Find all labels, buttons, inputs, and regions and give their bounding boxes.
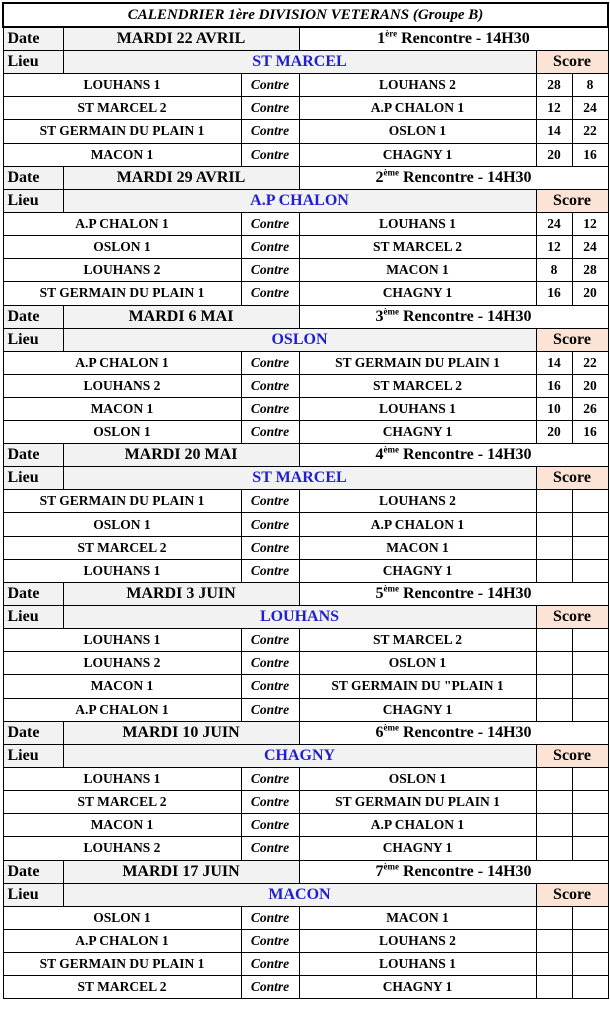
contre-label: Contre xyxy=(241,282,299,305)
home-score xyxy=(536,513,572,536)
match-row xyxy=(3,952,608,975)
contre-label: Contre xyxy=(241,397,299,420)
title-row xyxy=(3,3,608,27)
away-team: A.P CHALON 1 xyxy=(299,513,536,536)
rencontre-ordinal: ème xyxy=(383,444,399,455)
home-score: 12 xyxy=(536,97,572,120)
contre-label: Contre xyxy=(241,143,299,166)
contre-label: Contre xyxy=(241,837,299,860)
rencontre-number: 2 xyxy=(375,168,384,186)
home-score xyxy=(536,767,572,790)
away-team: CHAGNY 1 xyxy=(299,282,536,305)
round-date: MARDI 6 MAI xyxy=(63,305,299,328)
away-team: OSLON 1 xyxy=(299,652,536,675)
home-team: ST GERMAIN DU PLAIN 1 xyxy=(3,282,241,305)
lieu-row xyxy=(3,189,608,212)
contre-label: Contre xyxy=(241,97,299,120)
lieu-row xyxy=(3,328,608,351)
home-team: MACON 1 xyxy=(3,397,241,420)
lieu-row xyxy=(3,883,608,906)
home-team: LOUHANS 2 xyxy=(3,837,241,860)
home-score xyxy=(536,790,572,813)
home-team: LOUHANS 1 xyxy=(3,74,241,97)
away-score xyxy=(572,976,608,999)
match-row xyxy=(3,259,608,282)
score-header: Score xyxy=(536,189,608,212)
rencontre-number: 4 xyxy=(375,446,384,464)
match-row xyxy=(3,212,608,235)
away-team: LOUHANS 1 xyxy=(299,397,536,420)
rencontre-ordinal: ème xyxy=(383,861,399,872)
contre-label: Contre xyxy=(241,814,299,837)
rencontre-text: Rencontre - 14H30 xyxy=(398,723,532,741)
lieu-label: Lieu xyxy=(3,467,63,490)
home-score xyxy=(536,837,572,860)
away-score xyxy=(572,767,608,790)
home-score: 20 xyxy=(536,143,572,166)
home-team: OSLON 1 xyxy=(3,421,241,444)
home-score: 12 xyxy=(536,235,572,258)
away-team: ST MARCEL 2 xyxy=(299,629,536,652)
date-label: Date xyxy=(3,721,63,744)
home-score: 8 xyxy=(536,259,572,282)
contre-label: Contre xyxy=(241,767,299,790)
home-team: ST MARCEL 2 xyxy=(3,97,241,120)
round-venue: A.P CHALON xyxy=(63,189,536,212)
match-row xyxy=(3,490,608,513)
match-row xyxy=(3,906,608,929)
away-team: CHAGNY 1 xyxy=(299,421,536,444)
contre-label: Contre xyxy=(241,929,299,952)
date-label: Date xyxy=(3,305,63,328)
away-score xyxy=(572,952,608,975)
lieu-label: Lieu xyxy=(3,883,63,906)
page-title: CALENDRIER 1ère DIVISION VETERANS (Groupe B) xyxy=(3,3,608,27)
round-rencontre xyxy=(299,444,608,467)
away-score: 12 xyxy=(572,212,608,235)
date-label: Date xyxy=(3,444,63,467)
match-row xyxy=(3,513,608,536)
round-date: MARDI 17 JUIN xyxy=(63,860,299,883)
away-team: ST GERMAIN DU PLAIN 1 xyxy=(299,351,536,374)
away-team: LOUHANS 1 xyxy=(299,212,536,235)
away-score: 22 xyxy=(572,120,608,143)
lieu-row xyxy=(3,467,608,490)
away-score xyxy=(572,675,608,698)
away-team: MACON 1 xyxy=(299,536,536,559)
round-date: MARDI 3 JUIN xyxy=(63,583,299,606)
contre-label: Contre xyxy=(241,259,299,282)
home-team: A.P CHALON 1 xyxy=(3,929,241,952)
contre-label: Contre xyxy=(241,698,299,721)
away-score xyxy=(572,837,608,860)
home-team: MACON 1 xyxy=(3,143,241,166)
match-row xyxy=(3,814,608,837)
date-row xyxy=(3,27,608,51)
contre-label: Contre xyxy=(241,120,299,143)
match-row xyxy=(3,282,608,305)
date-label: Date xyxy=(3,166,63,189)
home-score xyxy=(536,929,572,952)
round-date: MARDI 29 AVRIL xyxy=(63,166,299,189)
rencontre-text: Rencontre - 14H30 xyxy=(397,30,530,47)
date-label: Date xyxy=(3,860,63,883)
away-score xyxy=(572,513,608,536)
away-score: 28 xyxy=(572,259,608,282)
away-team: ST GERMAIN DU "PLAIN 1 xyxy=(299,675,536,698)
round-rencontre xyxy=(299,583,608,606)
away-team: ST MARCEL 2 xyxy=(299,235,536,258)
away-team: MACON 1 xyxy=(299,906,536,929)
home-team: LOUHANS 2 xyxy=(3,652,241,675)
lieu-label: Lieu xyxy=(3,328,63,351)
round-venue: LOUHANS xyxy=(63,606,536,629)
lieu-label: Lieu xyxy=(3,606,63,629)
home-score: 14 xyxy=(536,351,572,374)
away-team: ST GERMAIN DU PLAIN 1 xyxy=(299,790,536,813)
away-score: 20 xyxy=(572,282,608,305)
home-team: MACON 1 xyxy=(3,675,241,698)
away-score xyxy=(572,629,608,652)
score-header: Score xyxy=(536,883,608,906)
contre-label: Contre xyxy=(241,490,299,513)
away-score: 20 xyxy=(572,374,608,397)
round-venue: ST MARCEL xyxy=(63,467,536,490)
away-team: LOUHANS 1 xyxy=(299,952,536,975)
date-row xyxy=(3,721,608,744)
home-team: OSLON 1 xyxy=(3,906,241,929)
match-row xyxy=(3,235,608,258)
contre-label: Contre xyxy=(241,351,299,374)
match-row xyxy=(3,536,608,559)
away-score: 22 xyxy=(572,351,608,374)
away-score: 24 xyxy=(572,235,608,258)
contre-label: Contre xyxy=(241,906,299,929)
match-row xyxy=(3,351,608,374)
away-score xyxy=(572,929,608,952)
calendar-table xyxy=(2,2,609,999)
rencontre-ordinal: ème xyxy=(383,722,399,733)
round-venue: OSLON xyxy=(63,328,536,351)
lieu-label: Lieu xyxy=(3,51,63,74)
away-score xyxy=(572,490,608,513)
rencontre-ordinal: ème xyxy=(383,167,399,178)
home-score: 14 xyxy=(536,120,572,143)
lieu-row xyxy=(3,51,608,74)
contre-label: Contre xyxy=(241,790,299,813)
away-score xyxy=(572,906,608,929)
rencontre-text: Rencontre - 14H30 xyxy=(398,862,532,880)
date-row xyxy=(3,583,608,606)
contre-label: Contre xyxy=(241,629,299,652)
home-score xyxy=(536,698,572,721)
away-team: LOUHANS 2 xyxy=(299,74,536,97)
round-date: MARDI 22 AVRIL xyxy=(63,27,299,51)
home-team: ST MARCEL 2 xyxy=(3,536,241,559)
away-score: 26 xyxy=(572,397,608,420)
lieu-label: Lieu xyxy=(3,744,63,767)
rencontre-text: Rencontre - 14H30 xyxy=(398,168,532,186)
date-row xyxy=(3,166,608,189)
match-row xyxy=(3,143,608,166)
home-score xyxy=(536,629,572,652)
home-team: ST MARCEL 2 xyxy=(3,976,241,999)
match-row xyxy=(3,698,608,721)
away-score xyxy=(572,536,608,559)
contre-label: Contre xyxy=(241,374,299,397)
home-team: A.P CHALON 1 xyxy=(3,698,241,721)
away-team: LOUHANS 2 xyxy=(299,490,536,513)
calendar-document xyxy=(2,2,607,999)
home-score: 16 xyxy=(536,374,572,397)
contre-label: Contre xyxy=(241,559,299,582)
home-score xyxy=(536,536,572,559)
rencontre-number: 1 xyxy=(377,30,386,47)
match-row xyxy=(3,675,608,698)
home-score: 28 xyxy=(536,74,572,97)
home-score xyxy=(536,490,572,513)
round-rencontre xyxy=(299,721,608,744)
away-score xyxy=(572,814,608,837)
match-row xyxy=(3,767,608,790)
match-row xyxy=(3,652,608,675)
match-row xyxy=(3,374,608,397)
rencontre-ordinal: ère xyxy=(385,28,398,39)
home-team: OSLON 1 xyxy=(3,235,241,258)
score-header: Score xyxy=(536,606,608,629)
away-team: CHAGNY 1 xyxy=(299,976,536,999)
home-team: MACON 1 xyxy=(3,814,241,837)
home-team: ST MARCEL 2 xyxy=(3,790,241,813)
home-team: LOUHANS 1 xyxy=(3,629,241,652)
lieu-row xyxy=(3,744,608,767)
date-label: Date xyxy=(3,27,63,51)
match-row xyxy=(3,790,608,813)
contre-label: Contre xyxy=(241,212,299,235)
away-team: A.P CHALON 1 xyxy=(299,97,536,120)
away-score: 16 xyxy=(572,143,608,166)
away-team: OSLON 1 xyxy=(299,120,536,143)
home-score: 24 xyxy=(536,212,572,235)
away-score xyxy=(572,652,608,675)
lieu-row xyxy=(3,606,608,629)
home-team: A.P CHALON 1 xyxy=(3,351,241,374)
round-venue: MACON xyxy=(63,883,536,906)
round-rencontre xyxy=(299,305,608,328)
date-label: Date xyxy=(3,583,63,606)
contre-label: Contre xyxy=(241,652,299,675)
away-score: 8 xyxy=(572,74,608,97)
round-venue: CHAGNY xyxy=(63,744,536,767)
date-row xyxy=(3,860,608,883)
score-header: Score xyxy=(536,51,608,74)
score-header: Score xyxy=(536,744,608,767)
home-score xyxy=(536,675,572,698)
home-score xyxy=(536,906,572,929)
home-team: A.P CHALON 1 xyxy=(3,212,241,235)
match-row xyxy=(3,421,608,444)
away-team: CHAGNY 1 xyxy=(299,559,536,582)
away-team: ST MARCEL 2 xyxy=(299,374,536,397)
away-team: MACON 1 xyxy=(299,259,536,282)
rencontre-text: Rencontre - 14H30 xyxy=(398,446,532,464)
rencontre-text: Rencontre - 14H30 xyxy=(398,307,532,325)
date-row xyxy=(3,444,608,467)
round-rencontre xyxy=(299,166,608,189)
match-row xyxy=(3,397,608,420)
home-score xyxy=(536,652,572,675)
home-team: LOUHANS 2 xyxy=(3,259,241,282)
away-team: CHAGNY 1 xyxy=(299,837,536,860)
contre-label: Contre xyxy=(241,513,299,536)
round-date: MARDI 20 MAI xyxy=(63,444,299,467)
away-score xyxy=(572,698,608,721)
match-row xyxy=(3,929,608,952)
match-row xyxy=(3,837,608,860)
away-score: 24 xyxy=(572,97,608,120)
rencontre-ordinal: ème xyxy=(383,583,399,594)
home-score xyxy=(536,976,572,999)
lieu-label: Lieu xyxy=(3,189,63,212)
score-header: Score xyxy=(536,328,608,351)
away-team: CHAGNY 1 xyxy=(299,698,536,721)
round-venue: ST MARCEL xyxy=(63,51,536,74)
home-team: LOUHANS 1 xyxy=(3,559,241,582)
home-score xyxy=(536,559,572,582)
home-score xyxy=(536,814,572,837)
contre-label: Contre xyxy=(241,74,299,97)
away-team: A.P CHALON 1 xyxy=(299,814,536,837)
away-team: LOUHANS 2 xyxy=(299,929,536,952)
home-team: ST GERMAIN DU PLAIN 1 xyxy=(3,120,241,143)
contre-label: Contre xyxy=(241,235,299,258)
match-row xyxy=(3,120,608,143)
match-row xyxy=(3,97,608,120)
rencontre-ordinal: ème xyxy=(383,306,399,317)
away-score xyxy=(572,559,608,582)
contre-label: Contre xyxy=(241,675,299,698)
contre-label: Contre xyxy=(241,976,299,999)
contre-label: Contre xyxy=(241,952,299,975)
round-date: MARDI 10 JUIN xyxy=(63,721,299,744)
match-row xyxy=(3,629,608,652)
away-team: OSLON 1 xyxy=(299,767,536,790)
away-score: 16 xyxy=(572,421,608,444)
rencontre-number: 3 xyxy=(375,307,384,325)
rencontre-number: 6 xyxy=(375,723,384,741)
away-score xyxy=(572,790,608,813)
round-rencontre xyxy=(299,860,608,883)
contre-label: Contre xyxy=(241,536,299,559)
rencontre-text: Rencontre - 14H30 xyxy=(398,585,532,602)
match-row xyxy=(3,976,608,999)
rencontre-number: 7 xyxy=(375,862,384,880)
date-row xyxy=(3,305,608,328)
match-row xyxy=(3,74,608,97)
home-score xyxy=(536,952,572,975)
home-score: 10 xyxy=(536,397,572,420)
score-header: Score xyxy=(536,467,608,490)
home-team: LOUHANS 1 xyxy=(3,767,241,790)
rencontre-number: 5 xyxy=(375,585,384,602)
home-team: OSLON 1 xyxy=(3,513,241,536)
round-rencontre xyxy=(299,27,608,51)
home-score: 20 xyxy=(536,421,572,444)
away-team: CHAGNY 1 xyxy=(299,143,536,166)
match-row xyxy=(3,559,608,582)
home-team: ST GERMAIN DU PLAIN 1 xyxy=(3,952,241,975)
home-team: LOUHANS 2 xyxy=(3,374,241,397)
home-score: 16 xyxy=(536,282,572,305)
contre-label: Contre xyxy=(241,421,299,444)
home-team: ST GERMAIN DU PLAIN 1 xyxy=(3,490,241,513)
